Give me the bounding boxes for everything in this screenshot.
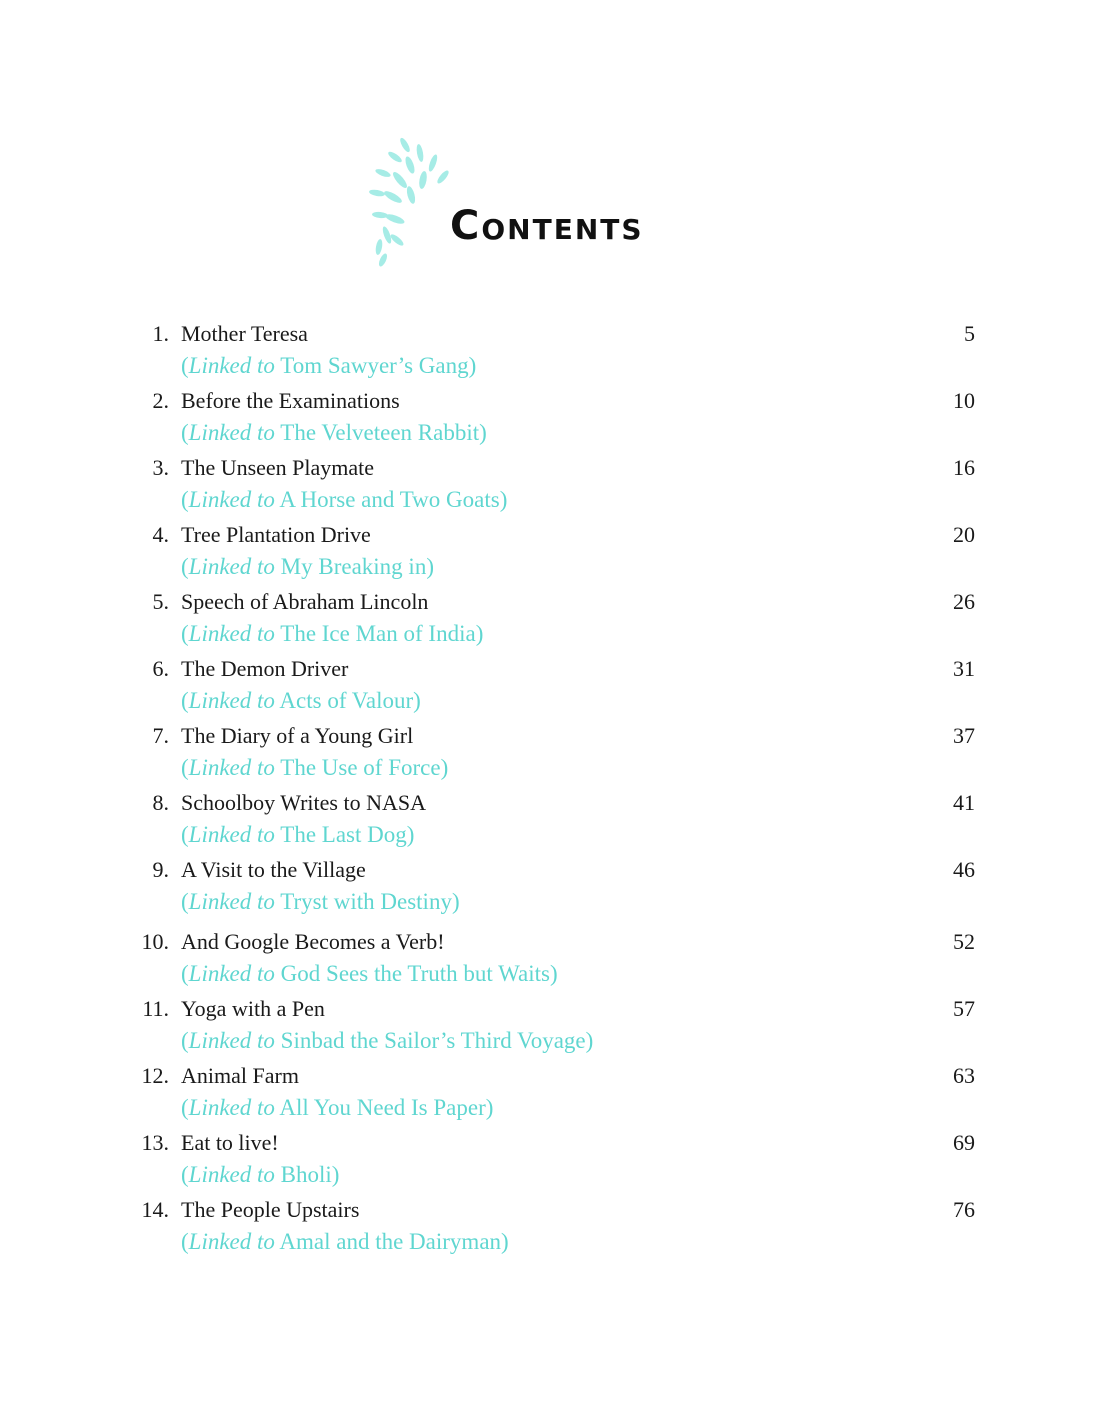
chapter-number: 4. (152, 522, 169, 547)
linked-reading[interactable]: (Linked to My Breaking in) (181, 554, 434, 579)
toc-entry[interactable] (130, 1194, 975, 1261)
toc-entry[interactable] (130, 653, 975, 720)
linked-prefix: Linked to (188, 1162, 275, 1187)
page-number: 5 (964, 321, 975, 346)
toc-entry[interactable] (130, 1127, 975, 1194)
toc-entry[interactable] (130, 993, 975, 1060)
linked-reading[interactable]: (Linked to Amal and the Dairyman) (181, 1229, 509, 1254)
chapter-title[interactable]: Mother Teresa (181, 321, 308, 346)
linked-prefix: Linked to (188, 961, 275, 986)
toc-entry[interactable] (130, 385, 975, 452)
chapter-title[interactable]: A Visit to the Village (181, 857, 366, 882)
chapter-title[interactable]: Eat to live! (181, 1130, 279, 1155)
linked-title: The Velveteen Rabbit (280, 420, 480, 445)
toc-entry[interactable] (130, 586, 975, 653)
linked-reading-line (130, 685, 975, 720)
linked-prefix: Linked to (188, 822, 275, 847)
linked-reading-line (130, 752, 975, 787)
toc-entry[interactable] (130, 854, 975, 921)
toc-entry-main-line (130, 787, 975, 819)
chapter-title[interactable]: The Unseen Playmate (181, 455, 375, 480)
toc-entry[interactable] (130, 519, 975, 586)
linked-title: The Ice Man of India (280, 621, 476, 646)
linked-reading[interactable]: (Linked to Tryst with Destiny) (181, 889, 460, 914)
toc-entry[interactable] (130, 1060, 975, 1127)
linked-reading-line (130, 886, 975, 921)
page-number: 31 (953, 656, 975, 681)
linked-title: A Horse and Two Goats (279, 487, 500, 512)
linked-prefix: Linked to (188, 353, 275, 378)
chapter-title[interactable]: Animal Farm (181, 1063, 299, 1088)
chapter-number: 10. (141, 929, 169, 954)
page-number: 46 (953, 857, 975, 882)
page-number: 10 (953, 388, 975, 413)
linked-reading-line (130, 1025, 975, 1060)
page-number: 57 (953, 996, 975, 1021)
page-number: 52 (953, 929, 975, 954)
linked-prefix: Linked to (188, 688, 275, 713)
toc-entry-main-line (130, 1127, 975, 1159)
page-number: 76 (953, 1197, 975, 1222)
page-number: 20 (953, 522, 975, 547)
linked-title: Tom Sawyer’s Gang (280, 353, 469, 378)
linked-title: Amal and the Dairyman (279, 1229, 502, 1254)
linked-reading[interactable]: (Linked to Tom Sawyer’s Gang) (181, 353, 477, 378)
linked-title: The Last Dog (280, 822, 407, 847)
linked-prefix: Linked to (188, 621, 275, 646)
chapter-number: 14. (141, 1197, 169, 1222)
linked-title: The Use of Force (280, 755, 441, 780)
chapter-title[interactable]: The Demon Driver (181, 656, 349, 681)
chapter-number: 1. (152, 321, 169, 346)
toc-entry-main-line (130, 854, 975, 886)
linked-prefix: Linked to (188, 487, 275, 512)
linked-reading[interactable]: (Linked to Acts of Valour) (181, 688, 421, 713)
leaf-spray-icon (365, 135, 460, 270)
page-number: 26 (953, 589, 975, 614)
toc-entry-main-line (130, 385, 975, 417)
linked-title: God Sees the Truth but Waits (280, 961, 550, 986)
toc-entry-main-line (130, 926, 975, 958)
linked-prefix: Linked to (188, 1229, 275, 1254)
page-number: 16 (953, 455, 975, 480)
page-title: Contents (450, 203, 644, 249)
chapter-number: 3. (152, 455, 169, 480)
linked-reading[interactable]: (Linked to All You Need Is Paper) (181, 1095, 494, 1120)
linked-reading-line (130, 618, 975, 653)
page-number: 69 (953, 1130, 975, 1155)
chapter-title[interactable]: Schoolboy Writes to NASA (181, 790, 426, 815)
chapter-title[interactable]: Tree Plantation Drive (181, 522, 371, 547)
chapter-number: 2. (152, 388, 169, 413)
chapter-number: 8. (152, 790, 169, 815)
toc-entry[interactable] (130, 787, 975, 854)
linked-reading[interactable]: (Linked to Bholi) (181, 1162, 340, 1187)
toc-entry[interactable] (130, 452, 975, 519)
chapter-number: 9. (152, 857, 169, 882)
linked-prefix: Linked to (188, 1028, 275, 1053)
contents-heading (365, 135, 685, 270)
linked-prefix: Linked to (188, 554, 275, 579)
page-number: 37 (953, 723, 975, 748)
linked-prefix: Linked to (188, 889, 275, 914)
linked-reading[interactable]: (Linked to God Sees the Truth but Waits) (181, 961, 558, 986)
toc-entry-main-line (130, 318, 975, 350)
page-number: 63 (953, 1063, 975, 1088)
linked-title: Sinbad the Sailor’s Third Voyage (280, 1028, 586, 1053)
linked-reading[interactable]: (Linked to Sinbad the Sailor’s Third Voyage) (181, 1028, 594, 1053)
toc-entry-main-line (130, 1194, 975, 1226)
chapter-title[interactable]: The Diary of a Young Girl (181, 723, 414, 748)
linked-reading[interactable]: (Linked to A Horse and Two Goats) (181, 487, 508, 512)
toc-entry-main-line (130, 452, 975, 484)
toc-entry-main-line (130, 993, 975, 1025)
linked-reading-line (130, 1092, 975, 1127)
table-of-contents (130, 318, 975, 1261)
toc-entry[interactable] (130, 720, 975, 787)
chapter-number: 7. (152, 723, 169, 748)
chapter-number: 13. (141, 1130, 169, 1155)
linked-reading[interactable]: (Linked to The Use of Force) (181, 755, 449, 780)
toc-entry-main-line (130, 720, 975, 752)
chapter-number: 12. (141, 1063, 169, 1088)
toc-entry[interactable] (130, 318, 975, 385)
toc-entry-main-line (130, 653, 975, 685)
linked-reading[interactable]: (Linked to The Velveteen Rabbit) (181, 420, 487, 445)
chapter-title[interactable]: Before the Examinations (181, 388, 400, 413)
linked-reading-line (130, 350, 975, 385)
linked-title: All You Need Is Paper (279, 1095, 486, 1120)
linked-reading-line (130, 1226, 975, 1261)
toc-entry-main-line (130, 586, 975, 618)
linked-reading[interactable]: (Linked to The Ice Man of India) (181, 621, 484, 646)
chapter-number: 11. (142, 996, 169, 1021)
linked-title: Tryst with Destiny (280, 889, 452, 914)
linked-reading-line (130, 819, 975, 854)
linked-prefix: Linked to (188, 420, 275, 445)
linked-reading[interactable]: (Linked to The Last Dog) (181, 822, 415, 847)
chapter-title[interactable]: Speech of Abraham Lincoln (181, 589, 429, 614)
linked-prefix: Linked to (188, 755, 275, 780)
chapter-title[interactable]: The People Upstairs (181, 1197, 360, 1222)
toc-entry-main-line (130, 1060, 975, 1092)
linked-title: Bholi (280, 1162, 332, 1187)
page-number: 41 (953, 790, 975, 815)
linked-reading-line (130, 417, 975, 452)
linked-prefix: Linked to (188, 1095, 275, 1120)
chapter-number: 6. (152, 656, 169, 681)
linked-reading-line (130, 1159, 975, 1194)
toc-entry-main-line (130, 519, 975, 551)
chapter-number: 5. (152, 589, 169, 614)
chapter-title[interactable]: And Google Becomes a Verb! (181, 929, 445, 954)
linked-title: Acts of Valour (279, 688, 414, 713)
linked-title: My Breaking in (280, 554, 427, 579)
toc-entry[interactable] (130, 926, 975, 993)
linked-reading-line (130, 551, 975, 586)
linked-reading-line (130, 958, 975, 993)
chapter-title[interactable]: Yoga with a Pen (181, 996, 325, 1021)
linked-reading-line (130, 484, 975, 519)
